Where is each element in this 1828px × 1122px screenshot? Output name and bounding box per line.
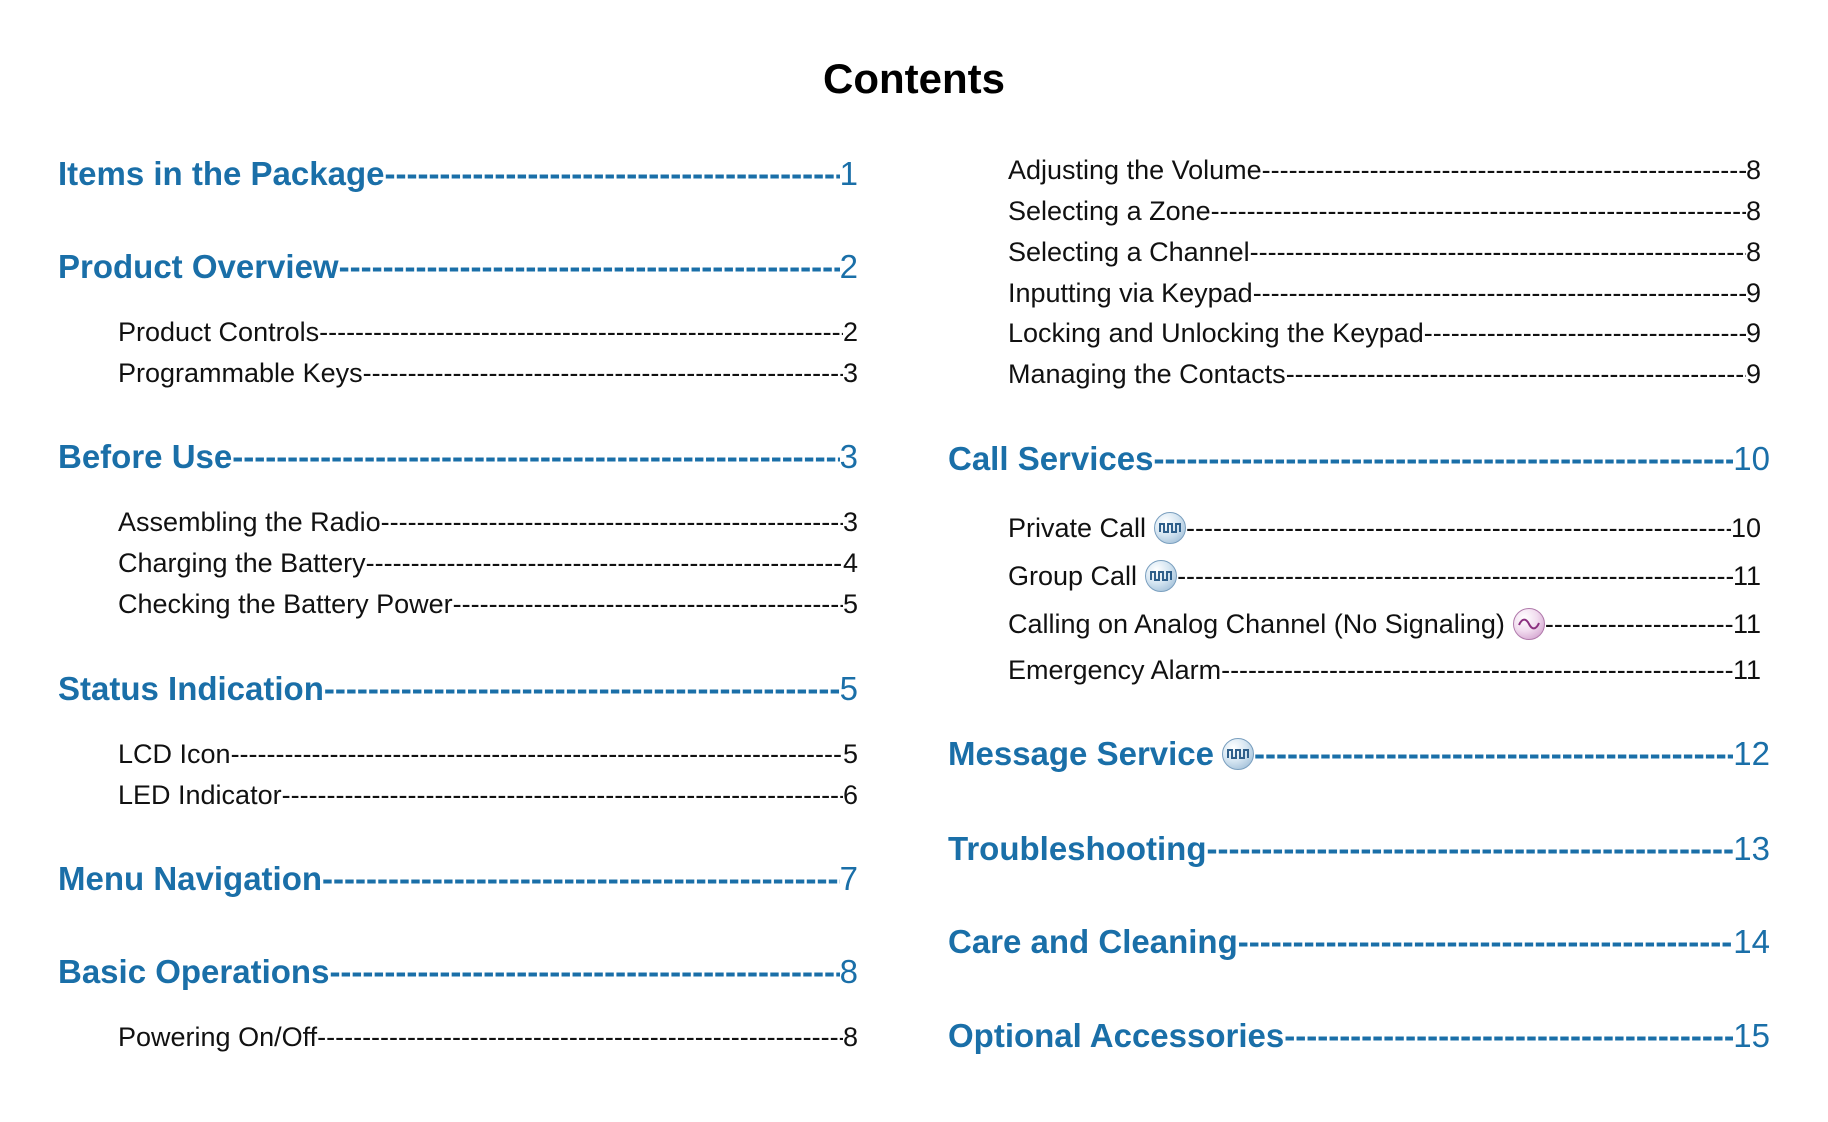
toc-entry-page: 8 <box>1745 237 1761 267</box>
toc-entry-title: Optional Accessories <box>948 1017 1285 1054</box>
dot-leader <box>1262 155 1746 186</box>
toc-entry-title-text: Message Service <box>948 735 1215 772</box>
toc-entry-title <box>1008 512 1186 544</box>
toc-entry-page: 5 <box>842 739 858 769</box>
toc-entry-page: 7 <box>839 860 858 897</box>
toc-entry-page: 3 <box>839 438 858 475</box>
toc-entry-locking-keypad[interactable] <box>1008 318 1761 354</box>
toc-entry-call-services[interactable] <box>948 440 1770 484</box>
analog-mode-icon <box>1513 608 1545 640</box>
toc-entry-title-text: Calling on Analog Channel (No Signaling) <box>1008 608 1505 639</box>
toc-entry-title: Assembling the Radio <box>118 507 381 537</box>
dot-leader <box>1254 735 1733 773</box>
toc-entry-private-call[interactable] <box>1008 512 1761 552</box>
dot-leader <box>1211 196 1746 227</box>
dot-leader <box>1253 278 1746 309</box>
toc-entry-title: Selecting a Channel <box>1008 237 1250 267</box>
toc-entry-title: Managing the Contacts <box>1008 359 1286 389</box>
toc-entry-page: 12 <box>1733 735 1770 772</box>
dot-leader <box>1153 440 1733 478</box>
toc-entry-page: 14 <box>1733 923 1770 960</box>
toc-entry-troubleshooting[interactable] <box>948 830 1770 874</box>
toc-entry-inputting-keypad[interactable] <box>1008 278 1761 314</box>
toc-entry-title: Charging the Battery <box>118 548 366 578</box>
toc-entry-title <box>1008 608 1545 640</box>
digital-mode-icon <box>1154 512 1186 544</box>
toc-entry-page: 2 <box>842 317 858 347</box>
toc-entry-care-cleaning[interactable] <box>948 923 1770 967</box>
toc-entry-title-text: Group Call <box>1008 560 1138 591</box>
toc-entry-title: Status Indication <box>58 670 324 707</box>
toc-entry-title: Troubleshooting <box>948 830 1207 867</box>
toc-entry-page: 6 <box>842 780 858 810</box>
toc-entry-group-call[interactable] <box>1008 560 1761 600</box>
toc-entry-title: LCD Icon <box>118 739 231 769</box>
toc-entry-page: 8 <box>839 953 858 990</box>
toc-entry-managing-contacts[interactable] <box>1008 359 1761 395</box>
dot-leader <box>1250 237 1746 268</box>
dot-leader <box>1177 561 1733 592</box>
toc-entry-page: 8 <box>1745 196 1761 226</box>
toc-entry-title: Menu Navigation <box>58 860 323 897</box>
dot-leader <box>1424 318 1746 349</box>
toc-entry-page: 3 <box>842 358 858 388</box>
toc-entry-page: 11 <box>1732 560 1761 591</box>
toc-entry-page: 11 <box>1732 608 1761 639</box>
toc-entry-selecting-zone[interactable] <box>1008 196 1761 232</box>
toc-entry-emergency-alarm[interactable] <box>1008 655 1761 691</box>
toc-entry-page: 8 <box>842 1022 858 1052</box>
toc-entry-title: LED Indicator <box>118 780 282 810</box>
page-title: Contents <box>823 55 1005 102</box>
toc-entry-page: 8 <box>1745 155 1761 185</box>
toc-entry-page: 11 <box>1732 655 1761 685</box>
toc-entry-page: 13 <box>1733 830 1770 867</box>
toc-entry-title <box>1008 560 1177 592</box>
toc-entry-page: 4 <box>842 548 858 578</box>
dot-leader <box>1545 609 1733 640</box>
dot-leader <box>1238 923 1734 961</box>
toc-entry-page: 9 <box>1745 318 1761 348</box>
digital-mode-icon <box>1222 738 1254 770</box>
toc-entry-page: 2 <box>839 248 858 285</box>
toc-entry-title: Locking and Unlocking the Keypad <box>1008 318 1424 348</box>
toc-entry-analog-call[interactable] <box>1008 608 1761 648</box>
toc-entry-title: Selecting a Zone <box>1008 196 1211 226</box>
toc-entry-page: 15 <box>1733 1017 1770 1054</box>
toc-entry-page: 9 <box>1745 278 1761 308</box>
toc-entry-title <box>948 735 1254 773</box>
toc-entry-selecting-channel[interactable] <box>1008 237 1761 273</box>
dot-leader <box>1186 513 1731 544</box>
toc-entry-page: 10 <box>1730 512 1761 543</box>
dot-leader <box>1286 359 1746 390</box>
toc-entry-title: Programmable Keys <box>118 358 363 388</box>
toc-entry-optional-accessories[interactable] <box>948 1017 1770 1061</box>
toc-entry-title: Care and Cleaning <box>948 923 1238 960</box>
toc-entry-title: Basic Operations <box>58 953 330 990</box>
toc-entry-message-service[interactable] <box>948 735 1770 779</box>
toc-entry-page: 5 <box>839 670 858 707</box>
toc-entry-title: Inputting via Keypad <box>1008 278 1253 308</box>
toc-entry-title: Checking the Battery Power <box>118 589 453 619</box>
toc-entry-title: Product Controls <box>118 317 320 347</box>
toc-entry-page: 9 <box>1745 359 1761 389</box>
dot-leader <box>1221 655 1733 686</box>
dot-leader <box>1284 1017 1733 1055</box>
toc-entry-title-text: Private Call <box>1008 512 1147 543</box>
digital-mode-icon <box>1145 560 1177 592</box>
dot-leader <box>1206 830 1733 868</box>
toc-entry-title: Before Use <box>58 438 233 475</box>
toc-entry-adjusting-volume[interactable] <box>1008 155 1761 191</box>
toc-entry-page: 10 <box>1733 440 1770 477</box>
toc-entry-title: Adjusting the Volume <box>1008 155 1262 185</box>
toc-entry-title: Emergency Alarm <box>1008 655 1222 685</box>
toc-entry-page: 1 <box>839 155 858 192</box>
toc-entry-title: Call Services <box>948 440 1154 477</box>
toc-entry-title: Product Overview <box>58 248 339 285</box>
toc-entry-title: Items in the Package <box>58 155 385 192</box>
toc-entry-page: 3 <box>842 507 858 537</box>
toc-entry-title: Powering On/Off <box>118 1022 318 1052</box>
toc-entry-page: 5 <box>842 589 858 619</box>
